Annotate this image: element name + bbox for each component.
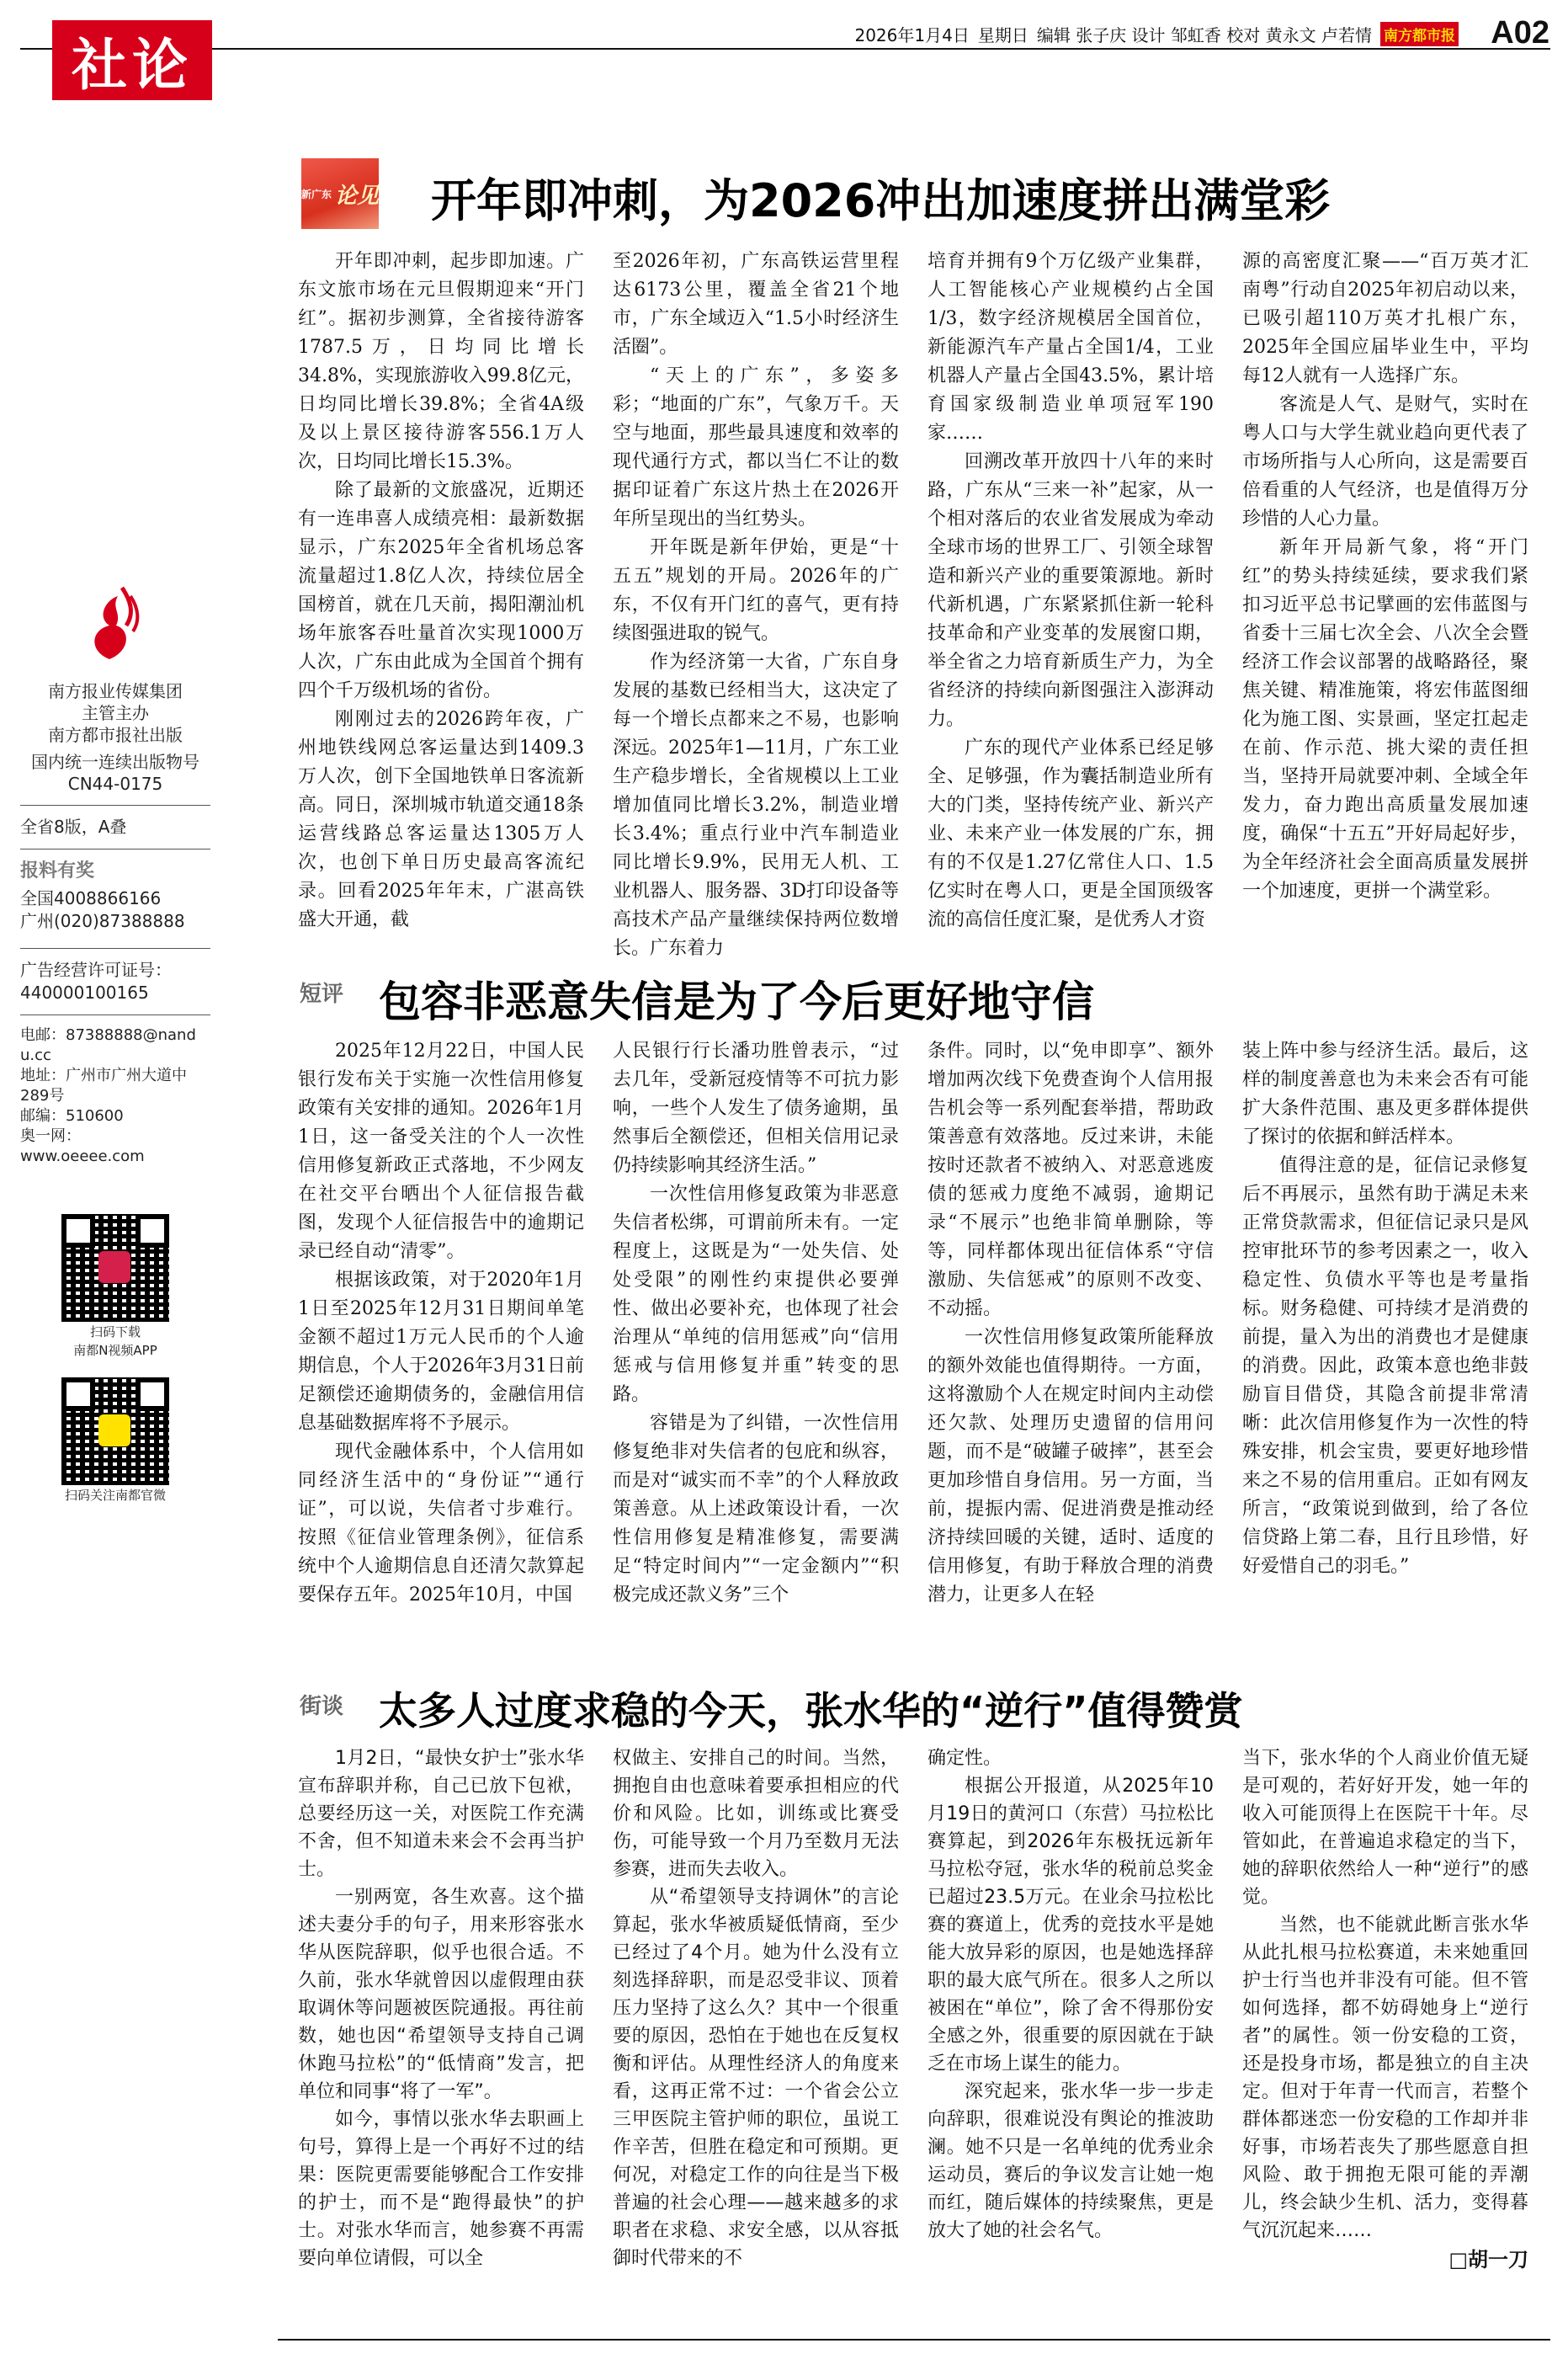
divider bbox=[20, 805, 210, 806]
paragraph: 值得注意的是，征信记录修复后不再展示，虽然有助于满足未来正常贷款需求，但征信记录只是风控审批环节的参考因素之一，收入稳定性、负债水平等也是考量指标。财务稳健、可持续才是消费的前提，量入为出的消费也才是健康的消费。因此，政策本意也绝非鼓励盲目借贷，其隐含前提非常清晰：此次信用修复作为一次性的特殊安排，机会宝贵，要更好地珍惜来之不易的信用重启。正如有网友所言，“政策说到做到，给了各位信贷路上第二春，且行且珍惜，好好爱惜自己的羽毛。” bbox=[1242, 1155, 1528, 1577]
paper-logo: 南方都市报 bbox=[1380, 22, 1459, 46]
staff-credits: 编辑 张子庆 设计 邹虹香 校对 黄永文 卢若情 bbox=[1036, 25, 1372, 45]
column-badge bbox=[301, 158, 379, 229]
paragraph: 如今，事情以张水华去职画上句号，算得上是一个再好不过的结果：医院更需要能够配合工作安排的护士，而不是“跑得最快”的护士。对张水华而言，她参赛不再需要向单位请假，可以全 bbox=[298, 2109, 584, 2269]
article-column bbox=[613, 1037, 899, 1610]
paragraph: 容错是为了纠错，一次性信用修复绝非对失信者的包庇和纵容，而是对“诚实而不幸”的个人释放政策善意。从上述政策设计看，一次性信用修复是精准修复，需要满足“特定时间内”“一定金额内”“积极完成还款义务”三个 bbox=[613, 1413, 899, 1606]
paragraph: 开年既是新年伊始，更是“十五五”规划的开局。2026年的广东，不仅有开门红的喜气，更有持续图强进取的锐气。 bbox=[613, 537, 899, 644]
paragraph: 一次性信用修复政策所能释放的额外效能也值得期待。一方面，这将激励个人在规定时间内主动偿还欠款、处理历史遗留的信用问题，而不是“破罐子破摔”，甚至会更加珍惜自身信用。另一方面，当前，提振内需、促进消费是推动经济持续回暖的关键，适时、适度的信用修复，有助于释放合理的消费潜力，让更多人在轻 bbox=[928, 1327, 1214, 1606]
badge-small: 新广东 bbox=[301, 188, 332, 200]
edition-info: 全省8版，A叠 bbox=[20, 817, 127, 837]
article-column bbox=[1242, 248, 1528, 906]
ad-license-label: 广告经营许可证号： bbox=[20, 960, 172, 980]
paragraph: 当然，也不能就此断言张水华从此扎根马拉松赛道，未来她重回护士行当也并非没有可能。但不管如何选择，都不妨碍她身上“逆行者”的属性。领一份安稳的工资，还是投身市场，都是独立的自主决定。但对于年青一代而言，若整个群体都迷恋一份安稳的工作却并非好事，市场若丧失了那些愿意自担风险、敢于拥抱无限可能的弄潮儿，终会缺少生机、活力，变得暮气沉沉起来…… bbox=[1242, 1915, 1528, 2241]
article-column bbox=[1242, 1037, 1528, 1581]
sidebar bbox=[20, 680, 210, 1504]
paragraph: 根据公开报道，从2025年10月19日的黄河口（东营）马拉松比赛算起，到2026年东极抚远新年马拉松夺冠，张水华的税前总奖金已超过23.5万元。在业余马拉松比赛的赛道上，优秀的竞技水平是她能大放异彩的原因，也是她选择辞职的最大底气所在。很多人之所以被困在“单位”，除了舍不得那份安全感之外，很重要的原因就在于缺乏在市场上谋生的能力。 bbox=[928, 1776, 1214, 2074]
divider bbox=[20, 948, 210, 949]
qr-weibo[interactable] bbox=[20, 1377, 210, 1504]
paragraph: 当下，张水华的个人商业价值无疑是可观的，若好好开发，她一年的收入可能顶得上在医院干十年。尽管如此，在普遍追求稳定的当下，她的辞职依然给人一种“逆行”的感觉。 bbox=[1242, 1748, 1528, 1908]
article-column bbox=[928, 1744, 1214, 2245]
paragraph: 刚刚过去的2026跨年夜，广州地铁线网总客运量达到1409.3万人次，创下全国地铁单日客流新高。同日，深圳城市轨道交通18条运营线路总客运量达1305万人次，也创下单日历史最高客流纪录。回看2025年年末，广湛高铁盛大开通，截 bbox=[298, 709, 584, 930]
author-byline: □胡一刀 bbox=[1448, 2248, 1528, 2271]
paragraph: 回溯改革开放四十八年的来时路，广东从“三来一补”起家，从一个相对落后的农业省发展成为牵动全球市场的世界工厂、引领全球智造和新兴产业的重要策源地。新时代新机遇，广东紧紧抓住新一轮科技革命和产业变革的发展窗口期，举全省之力培育新质生产力，为全省经济的持续向新图强注入澎湃动力。 bbox=[928, 451, 1214, 730]
paragraph: 开年即冲刺，起步即加速。广东文旅市场在元旦假期迎来“开门红”。据初步测算，全省接待游客1787.5万，日均同比增长34.8%，实现旅游收入99.8亿元，日均同比增长39.8%；全省4A级及以上景区接待游客556.1万人次，日均同比增长15.3%。 bbox=[298, 251, 584, 472]
serial-label: 国内统一连续出版物号 bbox=[31, 752, 199, 772]
paragraph: 新年开局新气象，将“开门红”的势头持续延续，要求我们紧扣习近平总书记擘画的宏伟蓝图与省委十三届七次全会、八次全会暨经济工作会议部署的战略路径，聚焦关键、精准施策，将宏伟蓝图细化为施工图、实景画，坚定扛起走在前、作示范、挑大梁的责任担当，坚持开局就要冲刺、全域全年发力，奋力跑出高质量发展加速度，确保“十五五”开好局起好步，为全年经济社会全面高质量发展拼一个加速度，更拼一个满堂彩。 bbox=[1242, 537, 1528, 902]
section-tag: 社论 bbox=[52, 20, 212, 100]
paragraph: 广东的现代产业体系已经足够全、足够强，作为囊括制造业所有大的门类，坚持传统产业、新兴产业、未来产业一体发展的广东，拥有的不仅是1.27亿常住人口、1.5亿实时在粤人口，更是全国顶级客流的高信任度汇聚，是优秀人才资 bbox=[928, 738, 1214, 930]
qr-code-icon bbox=[61, 1377, 169, 1485]
article-column bbox=[298, 248, 584, 935]
header-rule-right bbox=[212, 48, 1550, 50]
flame-logo-icon bbox=[84, 579, 143, 663]
article-column bbox=[1242, 1744, 1528, 2274]
publisher-line: 南方都市报社出版 bbox=[48, 725, 183, 745]
paragraph: 权做主、安排自己的时间。当然，拥抱自由也意味着要承担相应的代价和风险。比如，训练或比赛受伤，可能导致一个月乃至数月无法参赛，进而失去收入。 bbox=[613, 1748, 899, 1880]
issue-weekday: 星期日 bbox=[977, 25, 1029, 45]
paragraph: 从“希望领导支持调休”的言论算起，张水华被质疑低情商，至少已经过了4个月。她为什么没有立刻选择辞职，而是忍受非议、顶着压力坚持了这么久？其中一个很重要的原因，恐怕在于她也在反复权衡和评估。从理性经济人的角度来看，这再正常不过：一个省会公立三甲医院主管护师的职位，虽说工作辛苦，但胜在稳定和可预期。更何况，对稳定工作的向往是当下极普遍的社会心理——越来越多的求职者在求稳、求安全感，以从容抵御时代带来的不 bbox=[613, 1887, 899, 2269]
paragraph: 至2026年初，广东高铁运营里程达6173公里，覆盖全省21个地市，广东全域迈入“1.5小时经济生活圈”。 bbox=[613, 251, 899, 358]
contact-postcode: 邮编：510600 bbox=[20, 1107, 124, 1125]
article-column bbox=[613, 1744, 899, 2272]
header-meta bbox=[854, 22, 1459, 46]
article-headline: 太多人过度求稳的今天，张水华的“逆行”值得赞赏 bbox=[379, 1688, 1243, 1734]
footer-rule bbox=[278, 2339, 1550, 2341]
article-kicker: 短评 bbox=[300, 982, 344, 1007]
paragraph: 培育并拥有9个万亿级产业集群，人工智能核心产业规模约占全国1/3，数字经济规模居全国首位，新能源汽车产量占全国1/4，工业机器人产量占全国43.5%，累计培育国家级制造业单项冠军190家…… bbox=[928, 251, 1214, 444]
paragraph: 一别两宽，各生欢喜。这个描述夫妻分手的句子，用来形容张水华从医院辞职，似乎也很合适。不久前，张水华就曾因以虚假理由获取调休等问题被医院通报。再往前数，她也因“希望领导支持自己调休跑马拉松”的“低情商”发言，把单位和同事“将了一军”。 bbox=[298, 1887, 584, 2102]
article-headline: 开年即冲刺，为2026冲出加速度拼出满堂彩 bbox=[431, 174, 1331, 227]
paragraph: 2025年12月22日，中国人民银行发布关于实施一次性信用修复政策有关安排的通知。2026年1月1日，这一备受关注的个人一次性信用修复新政正式落地，不少网友在社交平台晒出个人征信报告截图，发现个人征信报告中的逾期记录已经自动“清零”。 bbox=[298, 1041, 584, 1262]
contact-address: 地址：广州市广州大道中289号 bbox=[20, 1067, 187, 1105]
publisher-line: 南方报业传媒集团 bbox=[48, 681, 183, 701]
publisher-line: 主管主办 bbox=[82, 703, 149, 723]
qr-app[interactable] bbox=[20, 1214, 210, 1359]
qr-caption: 扫码下载 bbox=[89, 1324, 141, 1339]
site-label: 奥一网： bbox=[20, 1127, 81, 1145]
paragraph: 作为经济第一大省，广东自身发展的基数已经相当大，这决定了每一个增长点都来之不易，也影响深远。2025年1—11月，广东工业生产稳步增长，全省规模以上工业增加值同比增长3.2%，制造业增长3.4%；重点行业中汽车制造业同比增长9.9%，民用无人机、工业机器人、服务器、3D打印设备等高技术产品产量继续保持两位数增长。广东着力 bbox=[613, 652, 899, 959]
badge-large: 论见 bbox=[335, 183, 380, 209]
paragraph: “天上的广东”，多姿多彩；“地面的广东”，气象万千。天空与地面，那些最具速度和效率的现代通行方式，都以当仁不让的数据印证着广东这片热土在2026开年所呈现出的当红势头。 bbox=[613, 365, 899, 530]
ad-license-number: 440000100165 bbox=[20, 983, 149, 1003]
article-kicker: 街谈 bbox=[300, 1694, 344, 1719]
header-rule-left bbox=[20, 48, 52, 50]
paragraph: 装上阵中参与经济生活。最后，这样的制度善意也为未来会否有可能扩大条件范围、惠及更多群体提供了探讨的依据和鲜活样本。 bbox=[1242, 1041, 1528, 1148]
paragraph: 根据该政策，对于2020年1月1日至2025年12月31日期间单笔金额不超过1万元人民币的个人逾期信息，个人于2026年3月31日前足额偿还逾期债务的，金融信用信息基础数据库将不予展示。 bbox=[298, 1270, 584, 1434]
qr-code-icon bbox=[61, 1214, 169, 1322]
paragraph: 1月2日，“最快女护士”张水华宣布辞职并称，自己已放下包袱，总要经历这一关，对医院工作充满不舍，但不知道未来会不会再当护士。 bbox=[298, 1748, 584, 1880]
site-url[interactable]: www.oeeee.com bbox=[20, 1148, 145, 1165]
article-column bbox=[613, 248, 899, 963]
paragraph: 除了最新的文旅盛况，近期还有一连串喜人成绩亮相：最新数据显示，广东2025年全省机场总客流量超过1.8亿人次，持续位居全国榜首，就在几天前，揭阳潮汕机场年旅客吞吐量首次实现1000万人次，广东由此成为全国首个拥有四个千万级机场的省份。 bbox=[298, 480, 584, 701]
page-number: A02 bbox=[1491, 15, 1549, 51]
paragraph: 人民银行行长潘功胜曾表示，“过去几年，受新冠疫情等不可抗力影响，一些个人发生了债务逾期，虽然事后全额偿还，但相关信用记录仍持续影响其经济生活。” bbox=[613, 1041, 899, 1176]
article-column bbox=[928, 248, 1214, 935]
hotline-national: 全国4008866166 bbox=[20, 888, 162, 908]
qr-caption: 南都N视频APP bbox=[73, 1343, 157, 1358]
paragraph: 客流是人气、是财气，实时在粤人口与大学生就业趋向更代表了市场所指与人心所向，这是需要百倍看重的人气经济，也是值得万分珍惜的人心力量。 bbox=[1242, 394, 1528, 530]
issue-date: 2026年1月4日 bbox=[854, 25, 970, 45]
paragraph: 源的高密度汇聚——“百万英才汇南粤”行动自2025年初启动以来，已吸引超110万英才扎根广东，2025年全国应届毕业生中，平均每12人就有一人选择广东。 bbox=[1242, 251, 1528, 386]
contact-email[interactable]: 电邮：87388888@nandu.cc bbox=[20, 1026, 196, 1064]
paragraph: 确定性。 bbox=[928, 1748, 1002, 1769]
qr-caption: 扫码关注南都官微 bbox=[64, 1488, 166, 1503]
paragraph: 一次性信用修复政策为非恶意失信者松绑，可谓前所未有。一定程度上，这既是为“一处失信、处处受限”的刚性约束提供必要弹性、做出必要补充，也体现了社会治理从“单纯的信用惩戒”向“信用惩戒与信用修复并重”转变的思路。 bbox=[613, 1184, 899, 1405]
paragraph: 深究起来，张水华一步一步走向辞职，很难说没有舆论的推波助澜。她不只是一名单纯的优秀业余运动员，赛后的争议发言让她一炮而红，随后媒体的持续聚焦，更是放大了她的社会名气。 bbox=[928, 2081, 1214, 2241]
article-headline: 包容非恶意失信是为了今后更好地守信 bbox=[379, 977, 1094, 1026]
article-column bbox=[928, 1037, 1214, 1610]
hotline-guangzhou: 广州(020)87388888 bbox=[20, 911, 185, 931]
article-column bbox=[298, 1037, 584, 1610]
article-column bbox=[298, 1744, 584, 2272]
paragraph: 现代金融体系中，个人信用如同经济生活中的“身份证”“通行证”，可以说，失信者寸步难行。按照《征信业管理条例》，征信系统中个人逾期信息自还清欠款算起要保存五年。2025年10月，中国 bbox=[298, 1441, 584, 1606]
serial-number: CN44-0175 bbox=[67, 774, 163, 794]
hotline-title: 报料有奖 bbox=[20, 860, 95, 881]
paragraph: 条件。同时，以“免申即享”、额外增加两次线下免费查询个人信用报告机会等一系列配套举措，帮助政策善意有效落地。反过来讲，未能按时还款者不被纳入、对恶意逃废债的惩戒力度绝不减弱，逾期记录“不展示”也绝非简单删除，等等，同样都体现出征信体系“守信激励、失信惩戒”的原则不改变、不动摇。 bbox=[928, 1041, 1214, 1319]
